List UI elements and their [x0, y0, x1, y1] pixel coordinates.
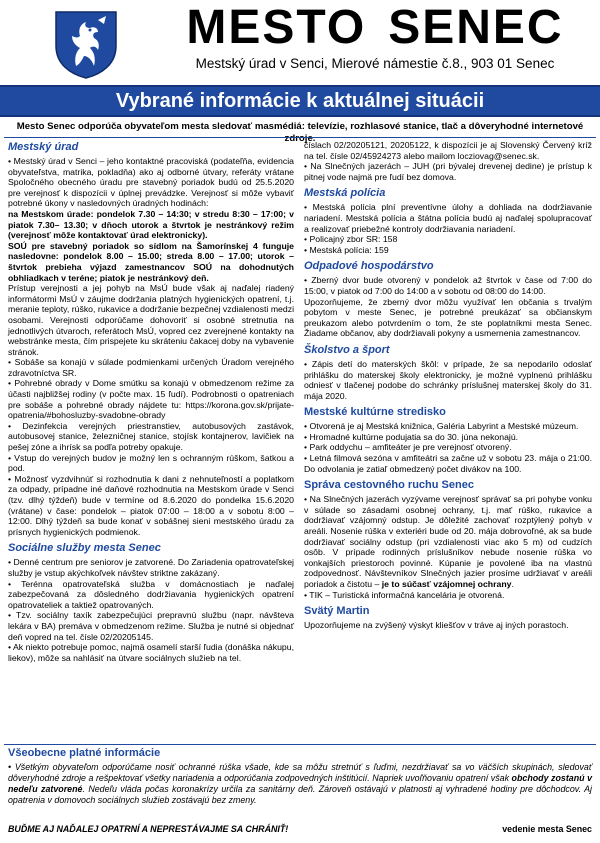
- general-divider: [4, 744, 596, 745]
- paragraph: • Sobáše sa konajú v súlade podmienkami určených Úradom verejného zdravotníctva SR.: [8, 357, 294, 378]
- paragraph: • Denné centrum pre seniorov je zatvorené. Do Zariadenia opatrovateľskej služby je vstup akýchkoľvek návštev striktne zakázaný.: [8, 557, 294, 578]
- paragraph: Upozorňujeme na zvýšený výskyt kliešťov v tráve aj iných porastoch.: [304, 620, 569, 631]
- paragraph: Upozorňujeme, že zberný dvor môžu využívať len občania s trvalým pobytom v meste Senec, je potrebné preukázať sa občianskym preukazom alebo potvrdením o tom, že ste poplatníkmi mesta Senec. Žiadame občanov, aby dodržiavali pokyny a usmernenia zamestnancov.: [304, 296, 592, 339]
- paragraph: • Ak niekto potrebuje pomoc, najmä osamelí starší ľudia (donáška nákupu, liekov), môže sa nahlásiť na útvare sociálnych služieb na tel.: [8, 642, 294, 663]
- paragraph: číslach 02/20205121, 20205122, k dispozícii je aj Slovenský Červený kríž na tel. čísle 02/45924273 alebo mailom locziovag@senec.sk.: [304, 140, 592, 161]
- section-heading: Svätý Martin: [304, 605, 370, 618]
- paragraph: • Park oddychu – amfiteáter je pre verejnosť otvorený.: [304, 442, 512, 453]
- section-skolstvo-sport: [304, 343, 592, 401]
- paragraph: • Zápis detí do materských škôl: v prípade, že sa nepodarilo odoslať prihlášku do materskej školy elektronicky, je možné vyplnenú prihlášku odniesť v tlačenej podobe do schránky príslušnej materskej školy do 31. mája 2020.: [304, 358, 592, 401]
- paragraph: • Terénna opatrovateľská služba v domácnostiach je naďalej zabezpečovaná za dôsledného dodržiavania hygienických opatrení opatrovateliek a taktiež opatrovaných.: [8, 578, 294, 610]
- general-text-part: . Nedeľu vláda počas koronakrízy určila za sanitárny deň. Zároveň ostávajú v platnosti aj vyhradené hodiny pre dôchodcov. Aj opatrenia v domovoch sociálnych služieb zostávajú bez zmeny.: [8, 784, 592, 805]
- paragraph: • Otvorená je aj Mestská knižnica, Galéria Labyrint a Mestské múzeum.: [304, 421, 579, 432]
- paragraph: na Mestskom úrade: pondelok 7.30 – 14:30; v stredu 8:30 – 17:00; v piatok 7.30– 13.30; v dňoch utorok a štvrtok je nestránkový režim (verejnosť môže kontaktovať úrad elektronicky).: [8, 208, 294, 241]
- city-title: [160, 2, 590, 54]
- left-column: [8, 140, 294, 667]
- intro-text: Mesto Senec odporúča obyvateľom mesta sledovať masmédiá: televízie, rozhlasové stanice, tlač a dôveryhodné internetové zdroje.: [16, 121, 584, 144]
- slogan: BUĎME AJ NAĎALEJ OPATRNÍ A NEPRESTÁVAJME SA CHRÁNIŤ!: [8, 824, 289, 834]
- general-footer: [8, 824, 592, 835]
- banner-title: Vybrané informácie k aktuálnej situácii: [115, 90, 485, 112]
- header: [0, 0, 600, 84]
- section-heading: Všeobecne platné informácie: [8, 747, 161, 759]
- paragraph: • Na Slnečných jazerách – JUH (pri bývalej drevenej dedine) je prístup k pitnej vode najmä pre ľudí bez domova.: [304, 161, 592, 182]
- paragraph: Prístup verejnosti a jej pohyb na MsÚ bude však aj naďalej riadený informátormi MsÚ v záujme dodržania platných hygienických opatrení, t.j. meranie teploty, rúško, rukavice a dodržanie bezpečnej vzdialenosti medzi osobami. Verejnosti odporúčame dohovoriť si osobné stretnutia na jednotlivých útvaroch, referátoch MsÚ, vopred cez zverejnené kontakty na webstránke mesta, čím prispejete ku skráteniu čakacej doby na vybavenie stránok.: [8, 283, 294, 357]
- intro-divider: [4, 137, 596, 138]
- paragraph-end: .: [511, 579, 514, 589]
- general-text-part: • Všetkým obyvateľom odporúčame nosiť ochranné rúška všade, kde sa môžu stretnúť s ľuďmi, nezdržiavať sa vo väčších skupinách, sledovať dôveryhodné zdroje a rešpektovať všetky nariadenia a odporúčania zodpovedných inštitúcií. Napriek uvoľňovaniu opatrení však: [8, 762, 592, 783]
- paragraph: • Hromadné kultúrne podujatia sa do 30. júna nekonajú.: [304, 431, 519, 442]
- paragraph: • Dezinfekcia verejných priestranstiev, autobusových zastávok, autobusovej stanice, železničnej stanice, stojísk kontajnerov, lavičiek na pešej zóne a ihrísk sa podľa potreby opakuje.: [8, 420, 294, 453]
- section-cestovny-ruch: [304, 478, 592, 600]
- title-word-mesto: MESTO: [186, 1, 367, 54]
- paragraph-text: • Na Slnečných jazerách vyzývame verejnosť správať sa pri pohybe vonku v súlade so zásadami osobnej ochrany, t.j. mať rúško, rukavice a dodržiavať vzájomný odstup. Je dôležité zachovať rozptýlený pohyb v areáli. Nosenie rúška v exteriéri bude od 20. mája dobrovoľné, ak sa bude dodržiavať sociálny odstup (pri vzdialenosti viac ako 5 m) od cudzích osôb. V prípade rodinných príslušníkov nebude nosenie rúška vo vonkajších priestoroch povinné. Kúpanie je povolené iba na vlastnú zodpovednosť. Návštevníkov Slnečných jazier prosíme udržiavať v areáli poriadok a čistotu –: [304, 494, 592, 589]
- section-socialne-sluzby: [8, 541, 294, 663]
- section-heading: Mestský úrad: [8, 141, 79, 153]
- section-heading: Správa cestovného ruchu Senec: [304, 479, 474, 492]
- title-banner: [0, 85, 600, 117]
- section-kulturne-stredisko: [304, 405, 592, 474]
- section-heading: Školstvo a šport: [304, 343, 390, 356]
- paragraph: SOÚ pre stavebný poriadok so sídlom na Šamorínskej 4 funguje nasledovne: pondelok 8.00 – 15.00; streda 8.00 – 17.00; utorok – štvrtok prebieha výjazd zamestnancov SOÚ na dohodnutých obhliadkach v teréne; piatok je nestránkový deň.: [8, 240, 294, 283]
- section-odpadove-hospodarstvo: [304, 259, 592, 339]
- paragraph: • Pohrebné obrady v Dome smútku sa konajú v obmedzenom režime za účasti najbližšej rodiny (v počte max. 15 ľudí). Podrobnosti o opatreniach pre sobáše a pohrebné obrady nájdete tu: https://korona.gov.sk/prijate-opatrenia/#bohosluzby-svadobne-obrady: [8, 378, 294, 421]
- signature: vedenie mesta Senec: [502, 824, 592, 834]
- paragraph: • Mestská polícia plní preventívne úlohy a dohliada na dodržiavanie nariadení. Mestská polícia a štátna polícia budú aj naďalej spolupracovať a realizovať priebežné kontroly dodržiavania nariadení.: [304, 202, 592, 234]
- paragraph: • Mestský úrad v Senci – jeho kontaktné pracoviská (podateľňa, evidencia obyvateľstva, matrika, pokladňa) ako aj odborné útvary, referáty vrátane Spoločného obecného úradu pre stavebný poriadok budú od 25.5.2020 pre verejnosť k dispozícii v úplnej prevádzke. Verejnosť si môže vybaviť potrebné úkony v nasledovných úradných hodinách:: [8, 156, 294, 209]
- section-mestska-policia: [304, 186, 592, 255]
- paragraph: • Zberný dvor bude otvorený v pondelok až štvrtok v čase od 7:00 do 15:00, v piatok od 7:00 do 14:00 a v sobotu od 08:00 do 14:00.: [304, 275, 592, 296]
- office-address: Mestský úrad v Senci, Mierové námestie č.8., 903 01 Senec: [195, 56, 555, 71]
- section-svaty-martin: [304, 604, 592, 631]
- paragraph: • Možnosť vyzdvihnúť si rozhodnutia k dani z nehnuteľností a poplatkom za odpady, prípadne iné daňové rozhodnutia na Mestskom úrade v Senci (tzv. dlhý týždeň) bude v termíne od 8.6.2020 do pondelka 15.6.2020 (vrátane) v čase: pondelok – piatok 07:00 – 18:00 a v sobotu 8:00 – 12:00. Dlhý týždeň sa bude konať v sobášnej sieni mestského úradu za prísnych hygienických podmienok.: [8, 473, 294, 537]
- general-text-bold: obchody zostanú v nedeľu zatvorené: [8, 773, 593, 794]
- section-heading: Odpadové hospodárstvo: [304, 260, 434, 273]
- paragraph-bold: je to súčasť vzájomnej ochrany: [381, 579, 512, 589]
- coat-of-arms-icon: [50, 8, 122, 80]
- title-word-senec: SENEC: [388, 1, 564, 54]
- paragraph: • Mestská polícia: 159: [304, 244, 389, 255]
- paragraph: • TIK – Turistická informačná kancelária je otvorená.: [304, 589, 505, 600]
- right-column: [304, 140, 592, 635]
- paragraph: • Vstup do verejných budov je možný len s ochranným rúškom, šatkou a pod.: [8, 452, 294, 474]
- paragraph: [304, 494, 592, 589]
- general-info: [4, 746, 596, 840]
- paragraph: • Tzv. sociálny taxík zabezpečujúci prepravnú službu (napr. návšteva lekára v BA) premáva v obmedzenom režime. Služba je nutné si objednať deň vopred na tel. čísle 02/20205145.: [8, 610, 294, 642]
- section-continuation: [304, 140, 592, 182]
- general-text: [8, 762, 592, 806]
- paragraph: • Letná filmová sezóna v amfiteátri sa začne už v sobotu 23. mája o 21:00. Do odvolania je zatiaľ obmedzený počet divákov na 100.: [304, 453, 592, 474]
- paragraph: • Policajný zbor SR: 158: [304, 234, 398, 245]
- section-mestsky-urad: [8, 140, 294, 537]
- section-heading: Mestská polícia: [304, 187, 386, 200]
- section-heading: Mestské kultúrne stredisko: [304, 406, 446, 419]
- section-heading: Sociálne služby mesta Senec: [8, 542, 161, 555]
